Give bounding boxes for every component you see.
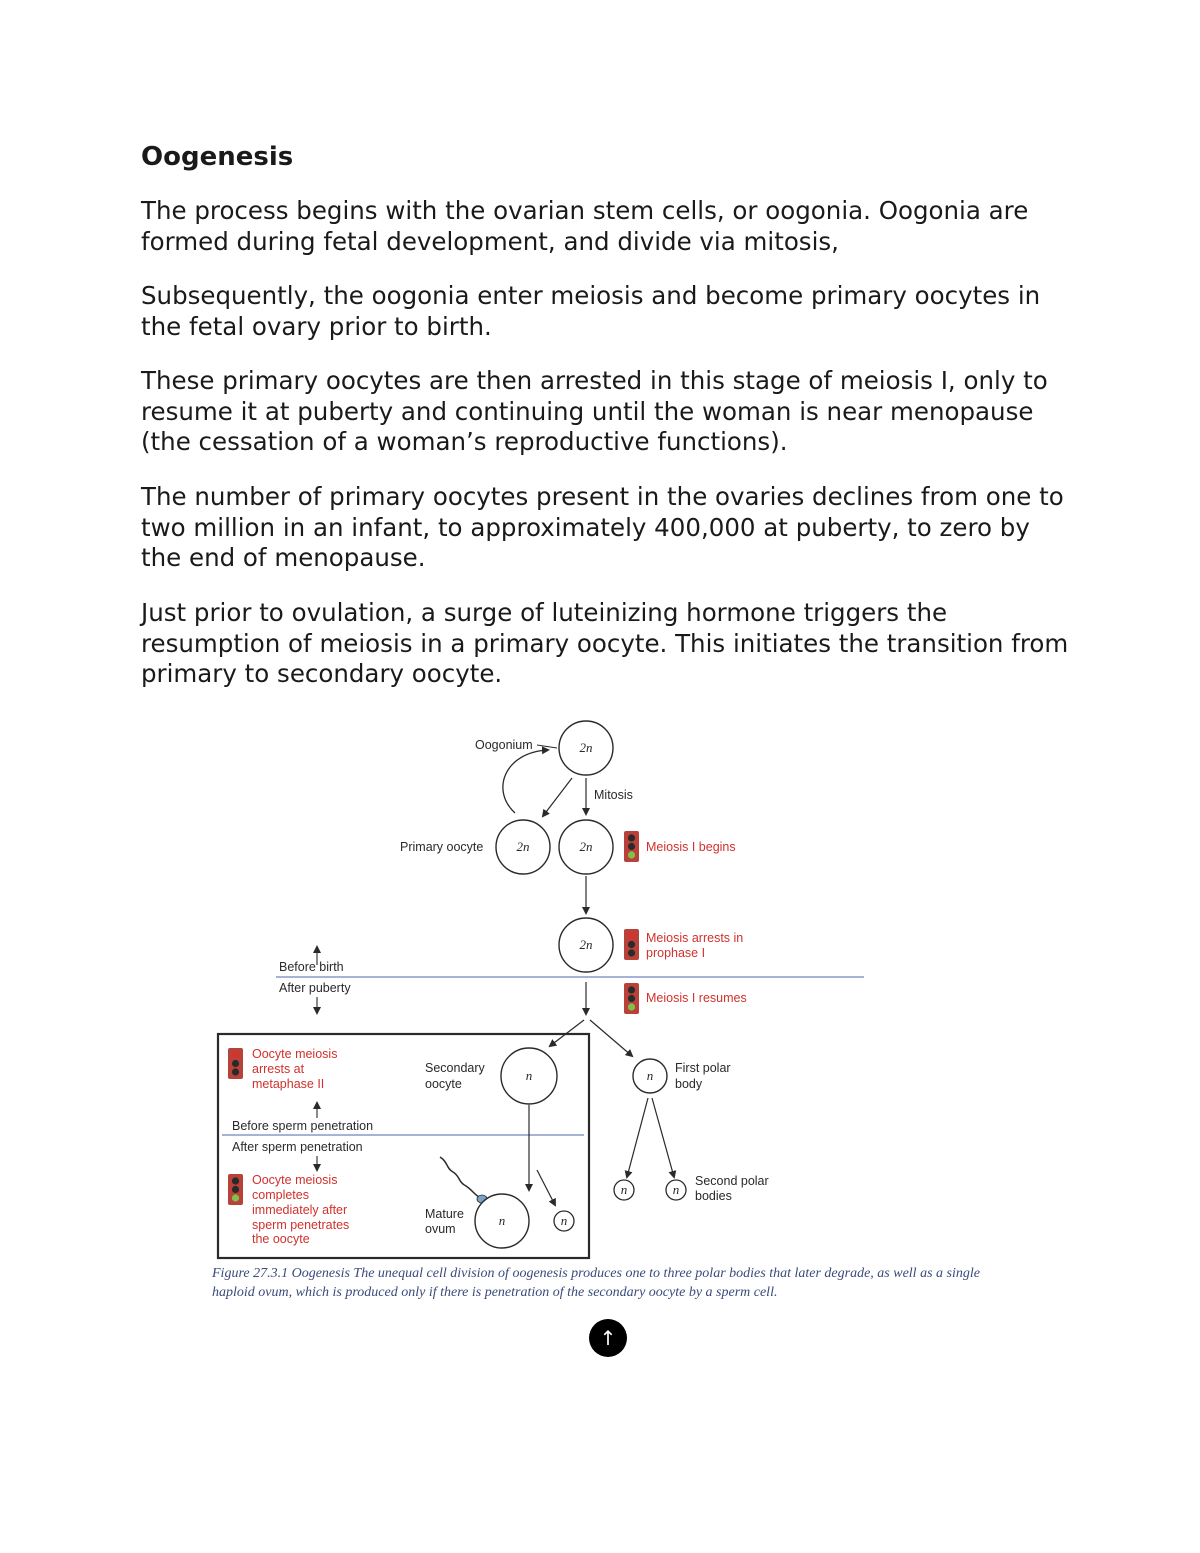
- secondary-oocyte-label-line2: oocyte: [425, 1077, 462, 1091]
- meiosis-resumes-label: Meiosis I resumes: [646, 991, 747, 1005]
- second-polar-body-ploidy: n: [672, 1182, 680, 1197]
- second-polar-body-ploidy: n: [560, 1213, 568, 1228]
- traffic-light-green-icon: [624, 983, 639, 1014]
- meiosis-begins-label: Meiosis I begins: [646, 840, 736, 854]
- mitosis-arrow-left: [543, 778, 572, 816]
- oocyte-completes-label-line5: the oocyte: [252, 1232, 310, 1246]
- after-puberty-label: After puberty: [279, 981, 351, 995]
- meiosis-arrests-label-line2: prophase I: [646, 946, 706, 960]
- sperm-icon: [440, 1157, 487, 1203]
- oocyte-completes-label-line4: sperm penetrates: [252, 1218, 350, 1232]
- oocyte-completes-label-line1: Oocyte meiosis: [252, 1173, 338, 1187]
- self-renewal-arrow: [503, 750, 548, 813]
- first-polar-body-ploidy: n: [646, 1068, 654, 1083]
- arrow-to-second-polar-body: [537, 1170, 555, 1205]
- traffic-light-green-icon: [624, 831, 639, 862]
- after-sperm-label: After sperm penetration: [232, 1140, 363, 1154]
- arrested-oocyte-ploidy: 2n: [579, 937, 593, 952]
- meiosis-arrests-label-line1: Meiosis arrests in: [646, 931, 744, 945]
- first-polar-body-label-line2: body: [675, 1077, 703, 1091]
- paragraph-ovulation: Just prior to ovulation, a surge of luteinizing hormone triggers the resumption of meiosis in a primary oocyte. This initiates the transition from primary to secondary oocyte.: [141, 598, 1069, 688]
- oogenesis-figure: [0, 700, 1200, 1340]
- arrow-up-icon: ↑: [599, 1326, 617, 1350]
- arrow-to-first-polar-body: [590, 1020, 632, 1056]
- primary-oocyte-label: Primary oocyte: [400, 840, 484, 854]
- back-to-top-button[interactable]: [589, 1319, 627, 1357]
- oocyte-arrests-label-line1: Oocyte meiosis: [252, 1047, 338, 1061]
- oocyte-completes-label-line3: immediately after: [252, 1203, 348, 1217]
- dividing-oogonium-ploidy: 2n: [579, 839, 593, 854]
- traffic-light-red-icon: [624, 929, 639, 960]
- mature-ovum-label-line1: Mature: [425, 1207, 464, 1221]
- figure-caption: Figure 27.3.1 Oogenesis The unequal cell division of oogenesis produces one to three polar bodies that later degrade, as well as a single haploid ovum, which is produced only if there is penetration of the secondary oocyte by a sperm cell.: [212, 1266, 980, 1300]
- oocyte-arrests-label-line3: metaphase II: [252, 1077, 325, 1091]
- second-polar-body-ploidy: n: [620, 1182, 628, 1197]
- paragraph-meiosis-arrest: These primary oocytes are then arrested in this stage of meiosis I, only to resume it at puberty and continuing until the woman is near menopause (the cessation of a woman’s reproductive functions).: [141, 366, 1048, 456]
- arrow-polar-right: [652, 1098, 674, 1177]
- secondary-oocyte-label-line1: Secondary: [425, 1061, 485, 1075]
- secondary-oocyte-ploidy: n: [525, 1068, 533, 1083]
- traffic-light-green-icon: [228, 1174, 243, 1205]
- oocyte-completes-label-line2: completes: [252, 1188, 309, 1202]
- oogonium-label: Oogonium: [475, 738, 533, 752]
- oogonium-ploidy: 2n: [579, 740, 593, 755]
- primary-oocyte-ploidy: 2n: [516, 839, 530, 854]
- before-birth-label: Before birth: [279, 960, 344, 974]
- traffic-light-red-icon: [228, 1048, 243, 1079]
- before-sperm-label: Before sperm penetration: [232, 1119, 374, 1133]
- mature-ovum-ploidy: n: [498, 1213, 506, 1228]
- paragraph-oogonia: The process begins with the ovarian stem cells, or oogonia. Oogonia are formed during fetal development, and divide via mitosis,: [141, 196, 1029, 256]
- paragraph-oocyte-count: The number of primary oocytes present in the ovaries declines from one to two million in an infant, to approximately 400,000 at puberty, to zero by the end of menopause.: [141, 482, 1064, 572]
- mitosis-label: Mitosis: [594, 788, 633, 802]
- document-title: Oogenesis: [141, 142, 294, 172]
- second-polar-bodies-label-line1: Second polar: [695, 1174, 769, 1188]
- second-polar-bodies-label-line2: bodies: [695, 1189, 732, 1203]
- mature-ovum-label-line2: ovum: [425, 1222, 456, 1236]
- first-polar-body-label-line1: First polar: [675, 1061, 731, 1075]
- oocyte-arrests-label-line2: arrests at: [252, 1062, 305, 1076]
- oogenesis-diagram: [0, 700, 1200, 1340]
- arrow-polar-left: [627, 1098, 648, 1177]
- paragraph-primary-oocytes: Subsequently, the oogonia enter meiosis and become primary oocytes in the fetal ovary prior to birth.: [141, 281, 1041, 341]
